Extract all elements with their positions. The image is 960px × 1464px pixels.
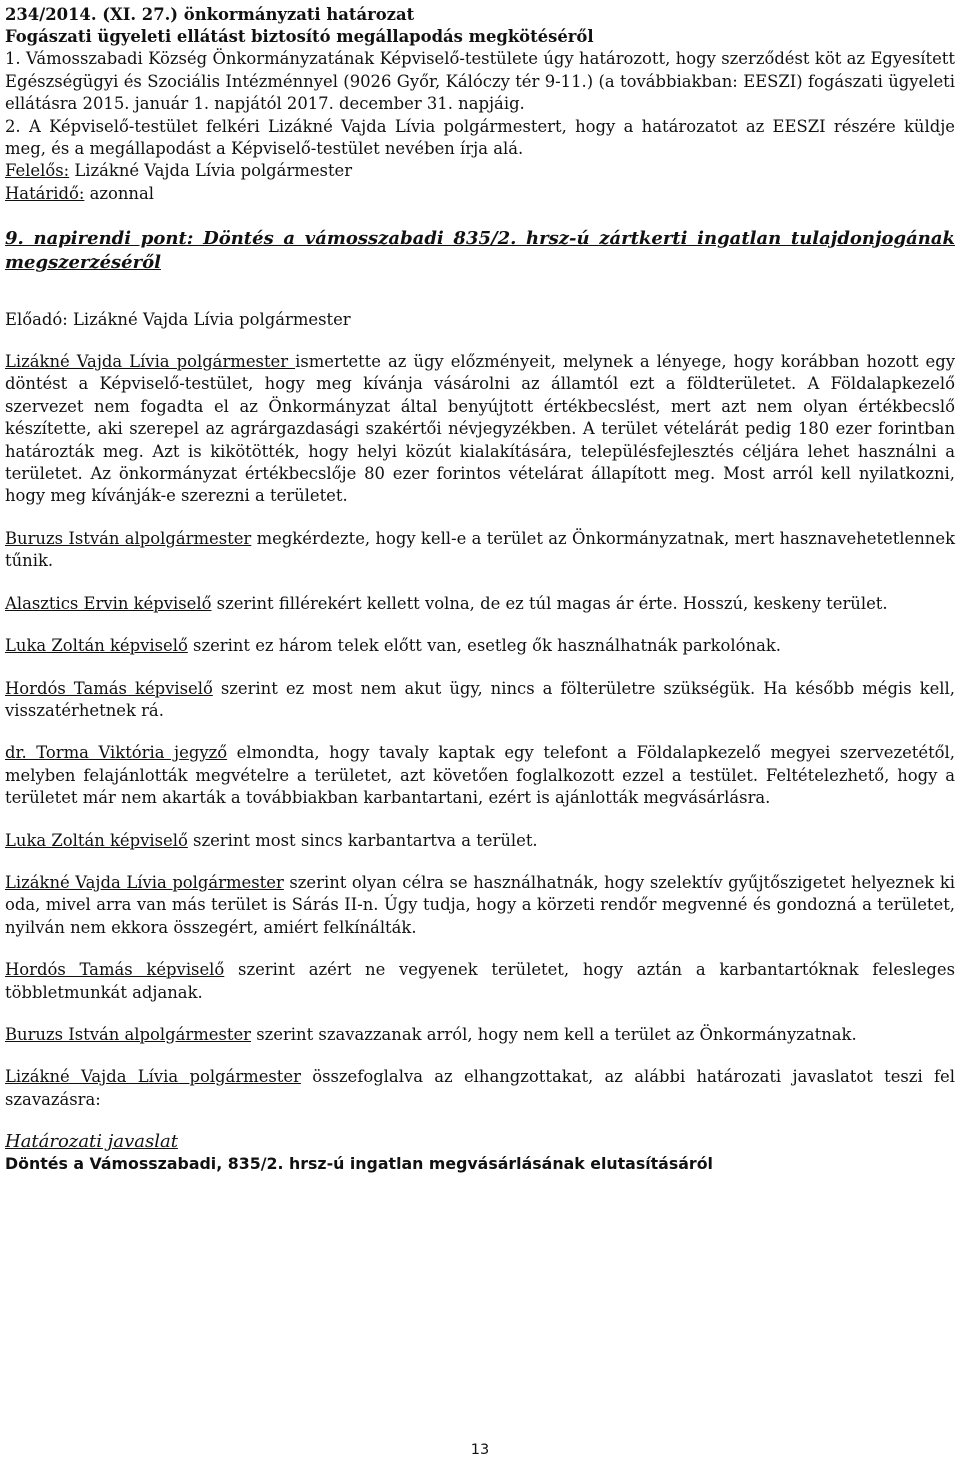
paragraph-1 — [5, 528, 955, 573]
paragraph-text: szerint fillérekért kellett volna, de ez túl magas ár érte. Hosszú, keskeny terület. — [211, 593, 888, 613]
minutes-body — [5, 351, 955, 1111]
paragraph-text: szerint ez három telek előtt van, esetleg ők használhatnák parkolónak. — [187, 636, 781, 656]
paragraph-text: elmondta, hogy tavaly kaptak egy telefont a Földalapkezelő megyei szervezetétől, melyben felajánlották megvételre a területet, azt követően foglalkozott ezzel a testület. Feltételezhető, hogy a területet már nem akarták a továbbiakban karbantartani, ezért is ajánlották megvásárlásra. — [5, 743, 955, 808]
paragraph-3 — [5, 635, 955, 657]
speaker: Buruzs István alpolgármester — [5, 528, 252, 548]
deadline-line — [5, 183, 955, 205]
paragraph-text: szerint szavazzanak arról, hogy nem kell a terület az Önkormányzatnak. — [251, 1024, 857, 1044]
speaker: Luka Zoltán képviselő — [5, 636, 188, 656]
speaker: Lizákné Vajda Lívia polgármester — [5, 1067, 301, 1087]
responsible-label: Felelős: — [5, 161, 70, 181]
paragraph-2 — [5, 593, 955, 615]
paragraph-5 — [5, 742, 955, 809]
paragraph-text: szerint ez most nem akut ügy, nincs a fölterületre szükségük. Ha később mégis kell, visszatérhetnek rá. — [5, 678, 955, 720]
paragraph-9 — [5, 1024, 955, 1046]
resolution-point-1: 1. Vámosszabadi Község Önkormányzatának Képviselő-testülete úgy határozott, hogy szerződést köt az Egyesített Egészségügyi és Szociális Intézménnyel (9026 Győr, Kálóczy tér 9-11.) (a továbbiakban: EESZI) fogászati ügyeleti ellátásra 2015. január 1. napjától 2017. december 31. napjáig. — [5, 49, 955, 114]
proposal-heading: Határozati javaslat — [5, 1131, 178, 1153]
paragraph-4 — [5, 678, 955, 723]
speaker: Alasztics Ervin képviselő — [5, 593, 212, 613]
speaker: Hordós Tamás képviselő — [5, 678, 213, 698]
speaker: Lizákné Vajda Lívia polgármester — [5, 872, 284, 892]
paragraph-7 — [5, 872, 955, 939]
paragraph-text: szerint azért ne vegyenek területet, hogy aztán a karbantartóknak felesleges többletmunkát adjanak. — [5, 960, 955, 1002]
deadline-value: azonnal — [84, 183, 155, 203]
resolution-title: Fogászati ügyeleti ellátást biztosító megállapodás megkötéséről — [5, 27, 594, 47]
resolution-number: 234/2014. (XI. 27.) önkormányzati határozat — [5, 5, 415, 24]
paragraph-text: szerint most sincs karbantartva a terület. — [187, 830, 538, 850]
proposal-title: Döntés a Vámosszabadi, 835/2. hrsz-ú ingatlan megvásárlásának elutasításáról — [5, 1154, 713, 1174]
speaker: Hordós Tamás képviselő — [5, 960, 225, 980]
paragraph-text: ismertette az ügy előzményeit, melynek a lényege, hogy korábban hozott egy döntést a Képviselő-testület, hogy meg kívánja vásárolni az államtól ezt a földterületet. A Földalapkezelő szervezet nem fogadta el az Önkormányzat által benyújtott értékbecslést, mert azt nem olyan értékbecslő készítette, aki szerepel az agrárgazdasági szakértői névjegyzékben. A terület vételárát pedig 180 ezer forintban határozták meg. Azt is kikötötték, hogy helyi közút kialakítására, településfejlesztés céljára lehet használni a területet. Az önkormányzat értékbecslője 80 ezer forintos vételárat állapított meg. Most arról kell nyilatkozni, hogy meg kívánják-e szerezni a területet. — [5, 352, 955, 506]
speaker: Buruzs István alpolgármester — [5, 1024, 252, 1044]
paragraph-8 — [5, 959, 955, 1004]
paragraph-text: szerint olyan célra se használhatnák, hogy szelektív gyűjtőszigetet helyeznek ki oda, mivel arra van más terület is Sárás II-n. Úgy tudja, hogy a körzeti rendőr megvenné és gondozná a területet, nyilván nem ekkora összegért, amiért felkínálták. — [5, 872, 955, 937]
deadline-label: Határidő: — [5, 183, 85, 203]
paragraph-6 — [5, 830, 955, 852]
agenda-item-title: 9. napirendi pont: Döntés a vámosszabadi 835/2. hrsz-ú zártkerti ingatlan tulajdonjogának megszerzéséről — [5, 227, 955, 273]
speaker: Luka Zoltán képviselő — [5, 830, 188, 850]
paragraph-text: megkérdezte, hogy kell-e a terület az Önkormányzatnak, mert hasznavehetetlennek tűnik. — [5, 528, 955, 571]
presenter: Előadó: Lizákné Vajda Lívia polgármester — [5, 309, 351, 329]
speaker: Lizákné Vajda Lívia polgármester — [5, 352, 296, 372]
page-number: 13 — [470, 1442, 490, 1458]
paragraph-10 — [5, 1066, 955, 1111]
paragraph-0 — [5, 351, 955, 508]
responsible-line — [5, 160, 955, 182]
responsible-value: Lizákné Vajda Lívia polgármester — [69, 161, 353, 181]
paragraph-text: összefoglalva az elhangzottakat, az alábbi határozati javaslatot teszi fel szavazásra: — [5, 1067, 955, 1109]
resolution-point-2: 2. A Képviselő-testület felkéri Lizákné Vajda Lívia polgármestert, hogy a határozatot az EESZI részére küldje meg, és a megállapodást a Képviselő-testület nevében írja alá. — [5, 116, 955, 159]
speaker: dr. Torma Viktória jegyző — [5, 743, 228, 763]
